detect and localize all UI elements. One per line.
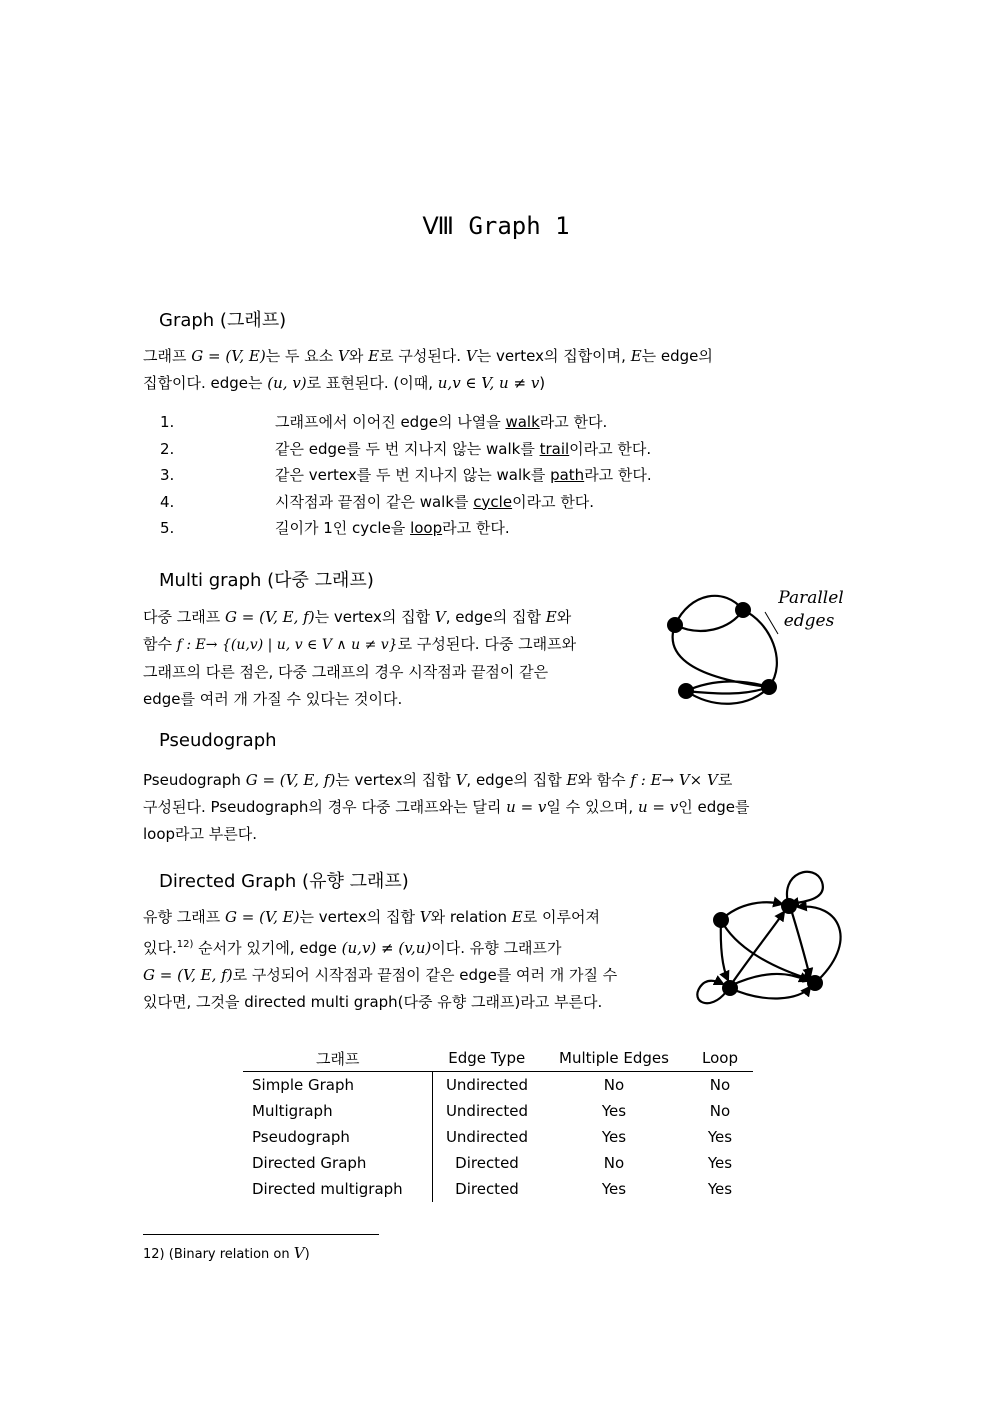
math: V bbox=[293, 1244, 305, 1262]
term: trail bbox=[539, 439, 570, 458]
text: 이다. 유향 그래프가 bbox=[431, 939, 562, 957]
table-row bbox=[243, 1098, 753, 1124]
pseudograph-line-3: loop라고 부른다. bbox=[143, 825, 258, 843]
footnote-ref: 12) bbox=[176, 939, 194, 950]
math: E bbox=[368, 347, 380, 365]
text: 시작점과 끝점이 같은 walk를 bbox=[275, 492, 474, 511]
math: f : E→ V× V bbox=[630, 771, 718, 789]
list-item bbox=[160, 515, 780, 542]
math: G = (V, E, f) bbox=[143, 966, 233, 984]
text: 로 표현된다. (이때, bbox=[306, 374, 438, 392]
directed-edge bbox=[721, 902, 782, 920]
list-number: 1. bbox=[160, 413, 175, 431]
table-cell: No bbox=[603, 1076, 625, 1094]
list-item bbox=[160, 436, 780, 463]
table-cell: Yes bbox=[601, 1128, 627, 1146]
text: 이라고 한다. bbox=[512, 492, 595, 511]
table-row bbox=[243, 1150, 753, 1176]
list-item bbox=[160, 409, 780, 436]
math: f : E→ {(u,v) | u, v ∈ V ∧ u ≠ v} bbox=[176, 637, 398, 653]
math: G = (V, E, f) bbox=[225, 608, 315, 626]
table-row bbox=[243, 1072, 753, 1099]
term: path bbox=[550, 466, 585, 484]
directed-edge bbox=[721, 920, 812, 980]
pseudograph-paragraph bbox=[143, 767, 843, 848]
directed-line-3 bbox=[143, 962, 703, 989]
multigraph-line-1 bbox=[143, 604, 673, 631]
edge bbox=[675, 610, 743, 631]
text: 는 vertex의 집합 bbox=[299, 908, 420, 926]
math: G = (V, E) bbox=[225, 908, 300, 926]
text: Pseudograph bbox=[143, 771, 246, 789]
math: V bbox=[419, 908, 431, 926]
directed-multigraph-figure bbox=[690, 862, 850, 1012]
directed-graph-paragraph bbox=[143, 904, 703, 1016]
table-header-row bbox=[243, 1045, 753, 1072]
table-cell: Directed multigraph bbox=[243, 1176, 433, 1202]
text: 같은 vertex를 두 번 지나지 않는 walk를 bbox=[275, 466, 551, 484]
math: u = v bbox=[637, 798, 679, 816]
math: G = (V, E, f) bbox=[245, 771, 336, 789]
list-number: 3. bbox=[160, 466, 175, 484]
table-cell: Yes bbox=[601, 1180, 627, 1198]
footnote-text: ) bbox=[304, 1247, 310, 1262]
math: V bbox=[434, 608, 446, 626]
page-title: Ⅷ Graph 1 bbox=[422, 212, 570, 240]
column-header: Multiple Edges bbox=[541, 1045, 687, 1072]
text: 있다. bbox=[143, 939, 177, 957]
math: V bbox=[455, 771, 467, 789]
table-cell: No bbox=[709, 1076, 731, 1094]
footnote-number: 12) bbox=[143, 1247, 165, 1262]
figure-label-parallel: Parallel bbox=[778, 588, 844, 608]
figure-label-edges: edges bbox=[783, 611, 835, 631]
graph-definition-line-2 bbox=[143, 370, 545, 397]
vertex bbox=[761, 679, 777, 695]
text: 는 edge의 bbox=[641, 347, 713, 365]
math: G = (V, E) bbox=[191, 347, 266, 365]
text: 와 bbox=[556, 608, 572, 626]
term: walk bbox=[505, 413, 540, 431]
directed-edge bbox=[798, 907, 841, 983]
directed-line-2 bbox=[143, 931, 703, 962]
text: 와 relation bbox=[430, 908, 512, 926]
multigraph-line-4: edge를 여러 개 가질 수 있다는 것이다. bbox=[143, 690, 403, 708]
text: , edge의 집합 bbox=[466, 771, 567, 789]
text: 로 구성된다. 다중 그래프와 bbox=[397, 635, 577, 653]
footnote-text: (Binary relation on bbox=[164, 1247, 294, 1262]
text: 집합이다. edge는 bbox=[143, 374, 268, 392]
text: 는 vertex의 집합 bbox=[335, 771, 456, 789]
math: E bbox=[630, 347, 642, 365]
multigraph-paragraph bbox=[143, 604, 673, 713]
directed-line-4: 있다면, 그것을 directed multi graph(다중 유향 그래프)라고 부른다. bbox=[143, 993, 603, 1011]
table-cell: No bbox=[603, 1154, 625, 1172]
section-heading-pseudograph: Pseudograph bbox=[159, 730, 277, 751]
section-heading-graph: Graph (그래프) bbox=[159, 310, 287, 331]
text: 이라고 한다. bbox=[569, 439, 652, 458]
pseudograph-line-2 bbox=[143, 794, 843, 821]
text: 그래프에서 이어진 edge의 나열을 bbox=[275, 413, 506, 431]
table-cell: Directed Graph bbox=[243, 1150, 433, 1176]
table-cell: Simple Graph bbox=[243, 1072, 433, 1099]
table-cell: No bbox=[709, 1102, 731, 1120]
text: 로 bbox=[717, 771, 733, 789]
list-item bbox=[160, 462, 780, 489]
text: 는 vertex의 집합이며, bbox=[476, 347, 631, 365]
vertex bbox=[667, 617, 683, 633]
text: 는 vertex의 집합 bbox=[314, 608, 435, 626]
list-item bbox=[160, 489, 780, 516]
math: E bbox=[511, 908, 523, 926]
text: 와 bbox=[348, 347, 369, 365]
column-header: Loop bbox=[687, 1045, 753, 1072]
text: 다중 그래프 bbox=[143, 608, 225, 626]
term: loop bbox=[410, 519, 443, 537]
math: u,v ∈ V, u ≠ v bbox=[437, 374, 540, 392]
table-cell: Directed bbox=[455, 1180, 519, 1198]
text: 함수 bbox=[143, 635, 177, 653]
column-header: Edge Type bbox=[433, 1045, 542, 1072]
text: 라고 한다. bbox=[442, 519, 510, 537]
text: 로 이루어져 bbox=[522, 908, 600, 926]
table-cell: Undirected bbox=[445, 1076, 529, 1094]
directed-edge bbox=[790, 906, 810, 977]
text: , edge의 집합 bbox=[445, 608, 546, 626]
definition-list bbox=[160, 409, 780, 542]
text: 유향 그래프 bbox=[143, 908, 225, 926]
graph-definition-line-1 bbox=[143, 343, 713, 370]
term: cycle bbox=[473, 492, 513, 511]
loop-edge bbox=[697, 981, 726, 1004]
list-number: 5. bbox=[160, 519, 175, 537]
text: 와 함수 bbox=[577, 771, 631, 789]
table-row bbox=[243, 1124, 753, 1150]
table-cell: Undirected bbox=[445, 1128, 529, 1146]
graph-comparison-table bbox=[243, 1045, 753, 1202]
pseudograph-line-1 bbox=[143, 767, 843, 794]
directed-edge bbox=[730, 987, 810, 998]
text: 같은 edge를 두 번 지나지 않는 walk를 bbox=[275, 439, 540, 458]
table-cell: Undirected bbox=[445, 1102, 529, 1120]
list-number: 2. bbox=[160, 439, 175, 458]
math: V bbox=[465, 347, 477, 365]
table-cell: Yes bbox=[601, 1102, 627, 1120]
multigraph-line-3: 그래프의 다른 점은, 다중 그래프의 경우 시작점과 끝점이 같은 bbox=[143, 663, 549, 681]
text: 그래프 bbox=[143, 347, 192, 365]
list-number: 4. bbox=[160, 492, 175, 511]
text: 는 두 요소 bbox=[265, 347, 339, 365]
text: 인 edge를 bbox=[678, 798, 750, 816]
math: E bbox=[566, 771, 578, 789]
multigraph-figure bbox=[660, 582, 860, 712]
text: 로 구성되어 시작점과 끝점이 같은 edge를 여러 개 가질 수 bbox=[232, 966, 618, 984]
vertex bbox=[735, 602, 751, 618]
text: 로 구성된다. bbox=[379, 347, 466, 365]
vertex bbox=[807, 975, 823, 991]
math: (u,v) ≠ (v,u) bbox=[341, 939, 432, 957]
column-header: 그래프 bbox=[243, 1045, 433, 1072]
table-cell: Directed bbox=[455, 1154, 519, 1172]
math: u = v bbox=[506, 798, 547, 816]
table-cell: Yes bbox=[707, 1180, 733, 1198]
table-cell: Pseudograph bbox=[243, 1124, 433, 1150]
directed-line-1 bbox=[143, 904, 703, 931]
edge bbox=[673, 625, 769, 687]
math: E bbox=[545, 608, 557, 626]
edge bbox=[743, 610, 777, 687]
table-cell: Multigraph bbox=[243, 1098, 433, 1124]
vertex bbox=[781, 898, 797, 914]
edge bbox=[686, 687, 769, 694]
text: 일 수 있으며, bbox=[546, 798, 638, 816]
math: (u, v) bbox=[267, 374, 307, 392]
section-heading-multigraph: Multi graph (다중 그래프) bbox=[159, 570, 374, 591]
vertex bbox=[713, 912, 729, 928]
table-row bbox=[243, 1176, 753, 1202]
table-cell: Yes bbox=[707, 1154, 733, 1172]
text: 순서가 있기에, edge bbox=[193, 939, 342, 957]
footnote bbox=[143, 1244, 310, 1262]
directed-edge bbox=[730, 974, 808, 986]
text: 라고 한다. bbox=[539, 413, 608, 431]
text: 길이가 1인 cycle을 bbox=[275, 519, 411, 537]
footnote-separator bbox=[143, 1234, 379, 1235]
multigraph-line-2 bbox=[143, 631, 673, 659]
vertex bbox=[722, 980, 738, 996]
math: V bbox=[338, 347, 349, 365]
table-cell: Yes bbox=[707, 1128, 733, 1146]
text: 라고 한다. bbox=[584, 466, 652, 484]
text: ) bbox=[539, 374, 546, 392]
vertex bbox=[678, 683, 694, 699]
text: 구성된다. Pseudograph의 경우 다중 그래프와는 달리 bbox=[143, 798, 507, 816]
section-heading-directed-graph: Directed Graph (유향 그래프) bbox=[159, 871, 409, 892]
